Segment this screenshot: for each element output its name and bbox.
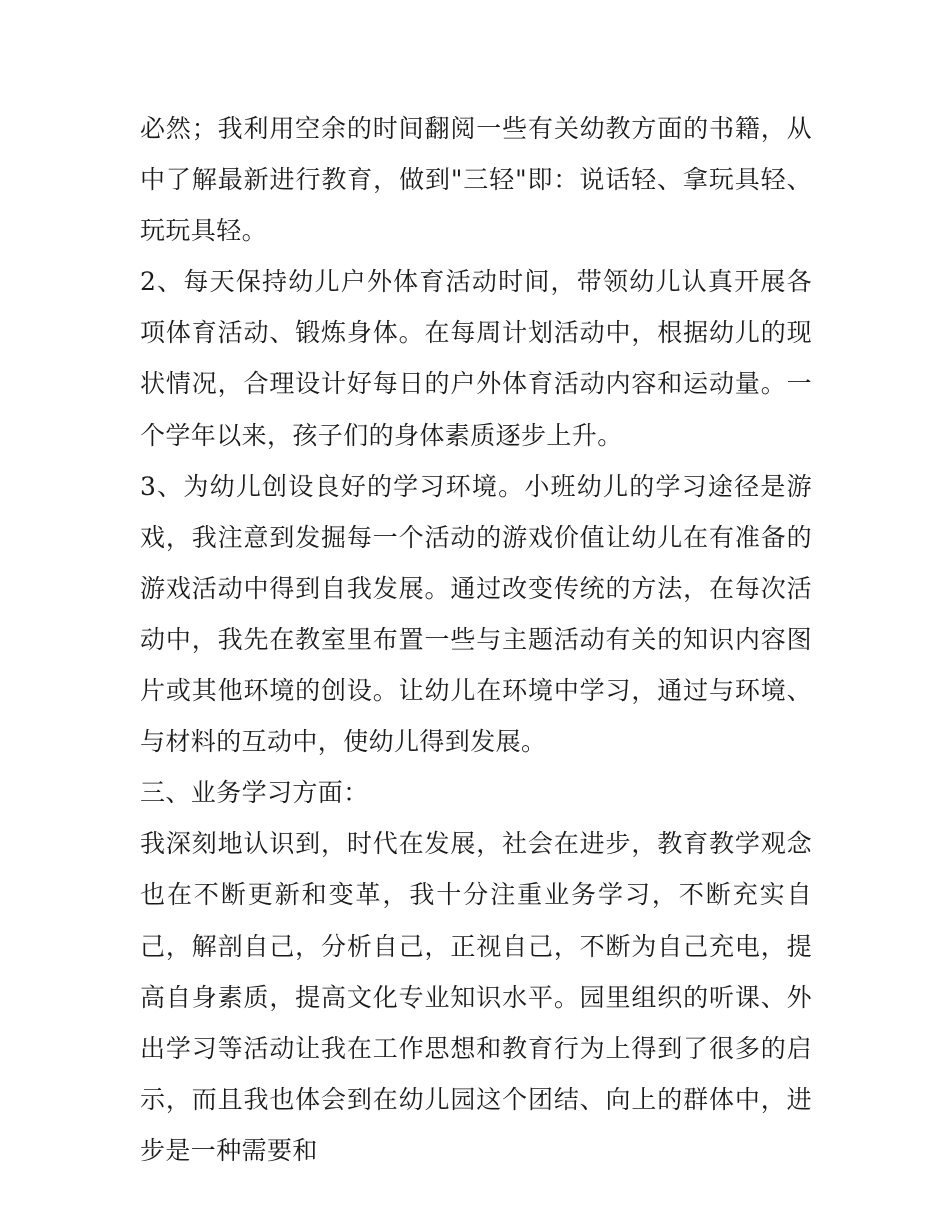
document-body — [140, 103, 812, 1176]
paragraph-item-3: 3、为幼儿创设良好的学习环境。小班幼儿的学习途径是游戏，我注意到发掘每一个活动的游戏价值让幼儿在有准备的游戏活动中得到自我发展。通过改变传统的方法，在每次活动中，我先在教室里布置一些与主题活动有关的知识内容图片或其他环境的创设。让幼儿在环境中学习，通过与环境、与材料的互动中，使幼儿得到发展。 — [140, 471, 812, 757]
paragraph-study: 我深刻地认识到，时代在发展，社会在进步，教育教学观念也在不断更新和变革，我十分注重业务学习，不断充实自己，解剖自己，分析自己，正视自己，不断为自己充电，提高自身素质，提高文化专业知识水平。园里组织的听课、外出学习等活动让我在工作思想和教育行为上得到了很多的启示，而且我也体会到在幼儿园这个团结、向上的群体中，进步是一种需要和 — [140, 829, 812, 1165]
paragraph-item-2: 2、每天保持幼儿户外体育活动时间，带领幼儿认真开展各项体育活动、锻炼身体。在每周计划活动中，根据幼儿的现状情况，合理设计好每日的户外体育活动内容和运动量。一个学年以来，孩子们的身体素质逐步上升。 — [140, 267, 812, 450]
paragraph-continuation: 必然；我利用空余的时间翻阅一些有关幼教方面的书籍，从中了解最新进行教育，做到"三轻"即：说话轻、拿玩具轻、玩玩具轻。 — [140, 114, 812, 246]
section-heading: 三、业务学习方面： — [140, 778, 369, 808]
